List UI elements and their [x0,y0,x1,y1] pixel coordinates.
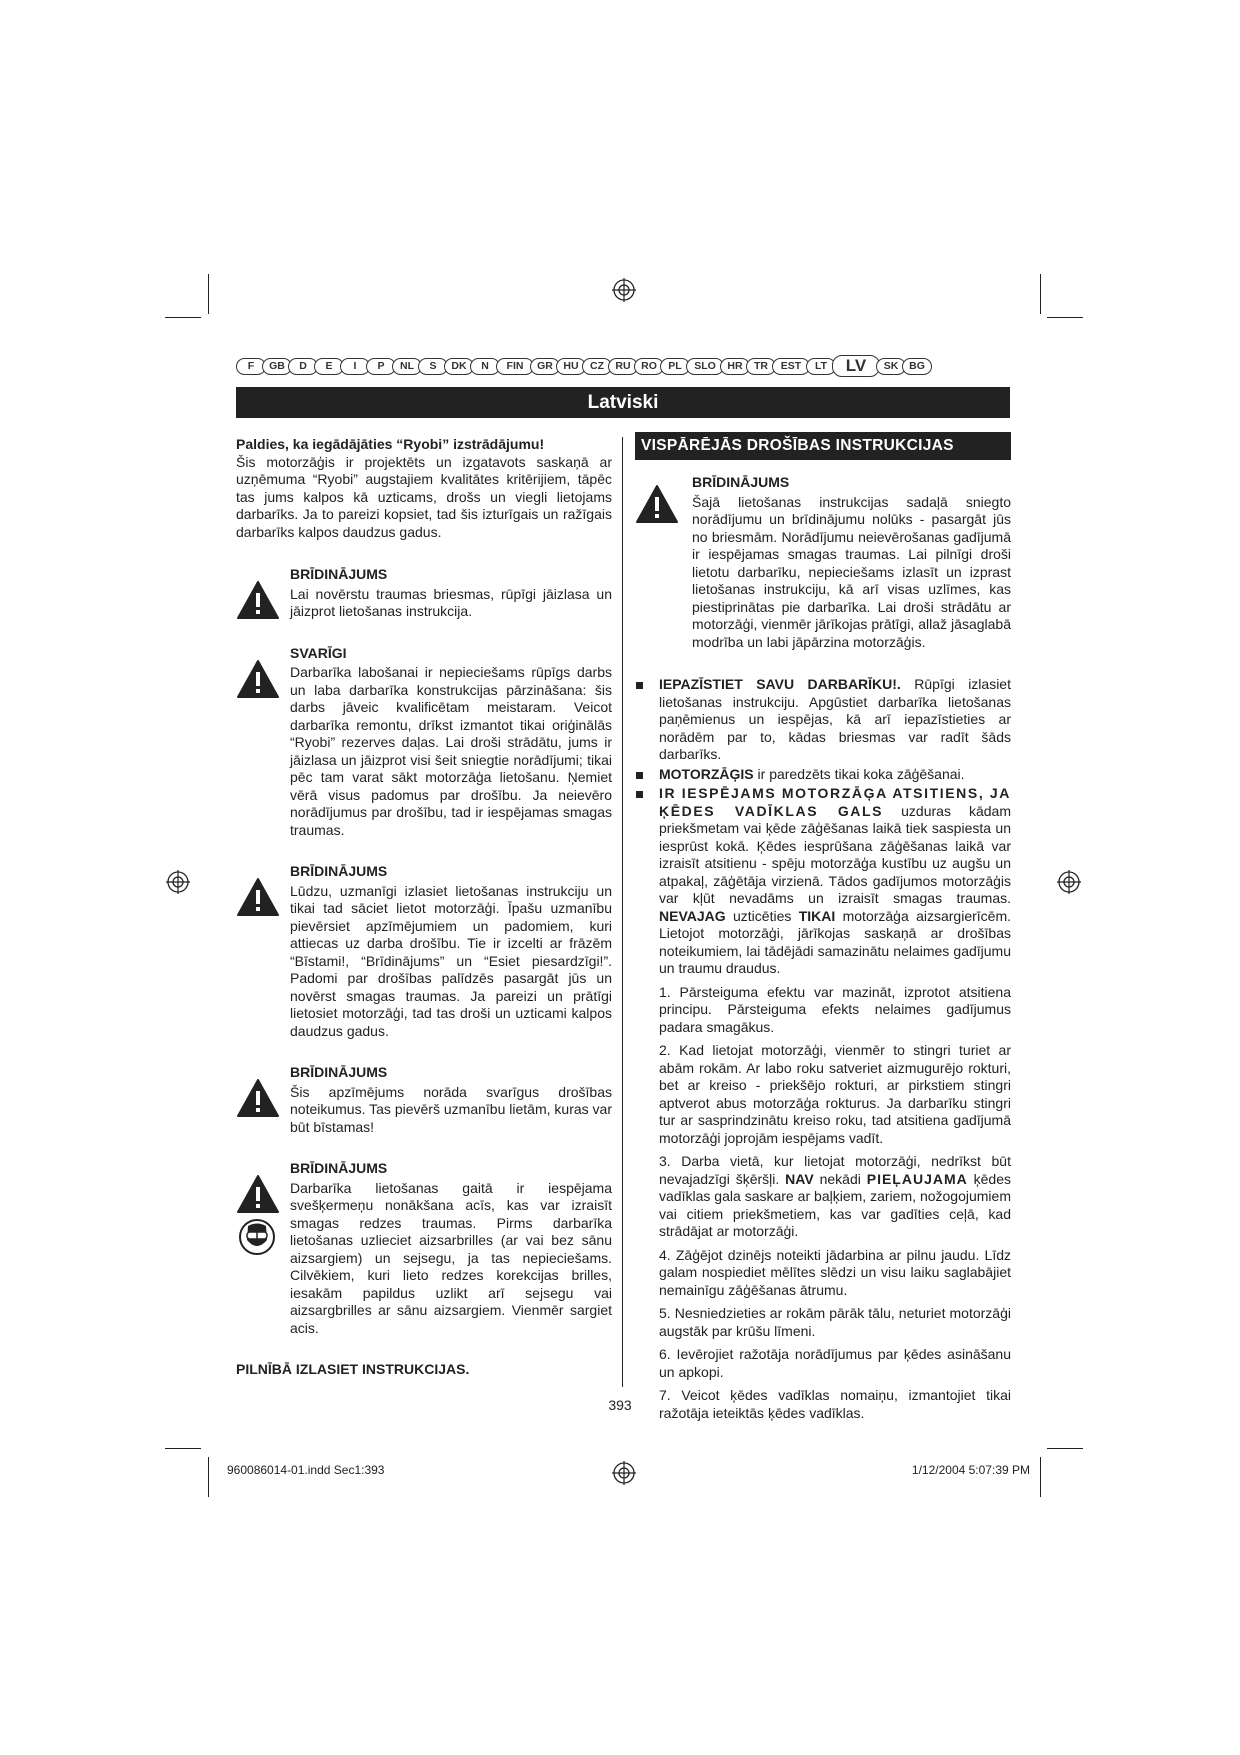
bullet-bold: NEVAJAG [659,907,726,924]
bullet-bold: IR IESPĒJAMS MOTORZĀĢA ATSITIENS, JA ĶĒDES VADĪKLAS GALS [659,785,1011,819]
footer-date: 1/12/2004 5:07:39 PM [911,1463,1030,1477]
language-tab-pl: PL [660,358,690,375]
language-tab-p: P [366,358,396,375]
safety-goggles-icon [238,1218,276,1256]
warning-block [236,645,612,840]
crop-mark [165,1448,201,1449]
item-bold: PIEĻAUJAMA [866,1170,968,1187]
left-column [236,436,612,1379]
language-tab-lt: LT [806,358,836,375]
language-tab-hr: HR [720,358,750,375]
warning-title: BRĪDINĀJUMS [290,1064,388,1080]
crop-mark [1040,1457,1041,1497]
bullet-item [635,766,1011,784]
warning-title: BRĪDINĀJUMS [290,863,388,879]
item-text: nekādi [813,1170,867,1187]
language-tab-gb: GB [262,358,292,375]
language-tab-lv: LV [832,355,880,377]
section-heading-text: VISPĀRĒJĀS DROŠĪBAS INSTRUKCIJAS [641,437,954,455]
language-tab-est: EST [772,358,810,375]
closing-text: PILNĪBĀ IZLASIET INSTRUKCIJAS. [236,1361,470,1377]
language-tabs [236,356,1010,376]
column-divider [622,437,623,1387]
language-tab-n: N [470,358,500,375]
language-tab-s: S [418,358,448,375]
numbered-item: 1. Pārsteiguma efektu var mazināt, izprotot atsitiena principu. Pārsteiguma efekts nelaimes gadījumus padara smagākus. [659,983,1011,1035]
warning-title: BRĪDINĀJUMS [290,566,388,582]
registration-mark-icon [1057,870,1081,894]
numbered-item [635,1153,1011,1241]
bullet-text: uzticēties [725,907,799,924]
registration-mark-icon [166,870,190,894]
crop-mark [208,1457,209,1497]
language-tab-tr: TR [746,358,776,375]
page-title [236,387,1010,418]
warning-block [236,566,612,621]
warning-triangle-icon [236,659,280,699]
numbered-item: 4. Zāģējot dzinējs noteikti jādarbina ar pilnu jaudu. Līdz galam nospiediet mēlītes slēdzi un visu laiku saglabājiet nemainīgu zāģēšanas ātrumu. [659,1246,1011,1298]
crop-mark [165,317,201,318]
page-title-text: Latviski [587,391,659,413]
numbered-item: 2. Kad lietojat motorzāģi, vienmēr to stingri turiet ar abām rokām. Ar labo roku satveriet aizmugurējo rokturi, bet ar kreiso - priekšējo rokturi, ar pirkstiem stingri aptverot abus motorzāģa rokturus. Ja darbarīku stingri tur ar sasprindzinātu kreiso roku, tad atsitiena gadījumā motorzāģi joprojām iespējams vadīt. [659,1042,1011,1146]
language-tab-gr: GR [530,358,560,375]
warning-triangle-icon [635,484,679,524]
language-tab-d: D [288,358,318,375]
language-tab-fin: FIN [496,358,534,375]
language-tab-bg: BG [902,358,932,375]
language-tab-e: E [314,358,344,375]
crop-mark [1047,317,1083,318]
language-tab-dk: DK [444,358,474,375]
warning-text: Šis apzīmējums norāda svarīgus drošības noteikumus. Tas pievērš uzmanību lietām, kuras var būt bīstamas! [290,1083,612,1135]
language-tab-i: I [340,358,370,375]
warning-text: Lūdzu, uzmanīgi izlasiet lietošanas instrukciju un tikai tad sāciet lietot motorzāģi. Īpašu uzmanību pievērsiet apzīmējumiem un padomiem, kuri attiecas uz darba drošību. Tie ir izcelti ar frāzēm “Bīstami!, “Brīdinājums” un “Esiet piesardzīgi!”. Padomi par drošības palīdzēs pasargāt jūs un novērst smagas traumas. Ja pareizi un prātīgi lietosiet motorzāģi, tad tas droši un uzticami kalpos daudzus gadus. [290,882,612,1039]
language-tab-nl: NL [392,358,422,375]
crop-mark [208,274,209,314]
warning-block [236,863,612,1040]
warning-title: BRĪDINĀJUMS [290,1160,388,1176]
language-tab-f: F [236,358,266,375]
warning-text: Lai novērstu traumas briesmas, rūpīgi jāizlasa un jāizprot lietošanas instrukcija. [290,585,612,619]
crop-mark [1047,1448,1083,1449]
language-tab-ro: RO [634,358,664,375]
crop-mark [1040,274,1041,314]
warning-text: Darbarīka labošanai ir nepieciešams rūpīgs darbs un laba darbarīka konstrukcijas pārzināšana: šis darbs jāveic kvalificētam meistaram. Veicot darbarīka remontu, drīkst izmantot tikai oriģinālās “Ryobi” rezerves daļas. Lai droši strādātu, jums ir jāizlasa un jāizprot visi šeit sniegtie norādījumi; tikai pēc tam varat sākt motorzāģa lietošanu. Ņemiet vērā visus padomus par drošību. Ja neievēro norādījumus par drošību, tad ir iespējamas smagas traumas. [290,664,612,838]
footer-file-info: 960086014-01.indd Sec1:393 [227,1463,385,1477]
warning-triangle-icon [236,1078,280,1118]
registration-mark-icon [612,1461,636,1485]
page-number: 393 [608,1397,632,1413]
bullet-bold: TIKAI [798,907,836,924]
warning-triangle-icon [236,580,280,620]
warning-title: BRĪDINĀJUMS [692,474,790,490]
bullet-bold: IEPAZĪSTIET SAVU DARBARĪKU!. [659,676,901,692]
language-tab-sk: SK [876,358,906,375]
warning-block [236,1064,612,1136]
bullet-text: motorzāģa aizsargierīcēm. Lietojot motorzāģi, jārīkojas saskaņā ar drošības noteikumiem, lai tādējādi samazinātu nelaimes gadījumu un traumu draudus. [659,907,1012,976]
warning-text: Šajā lietošanas instrukcijas sadaļā sniegto norādījumu un brīdinājumu nolūks - pasargāt jūs no briesmām. Norādījumu neievērošanas gadījumā ir iespējamas smagas traumas. Lai pilnīgi droši lietotu darbarīku, nepieciešams izlasīt un izprast lietošanas instrukciju, kā arī visas uzlīmes, kas piestiprinātas pie darbarīka. Lai droši strādātu ar motorzāģi, vienmēr jārīkojas prātīgi, allaž jāsaglabā modrība un labi jāpārzina motorzāģis. [692,493,1011,650]
item-bold: NAV [785,1170,814,1187]
numbered-item: 5. Nesniedzieties ar rokām pārāk tālu, neturiet motorzāģi augstāk par krūšu līmeni. [659,1305,1011,1339]
language-tab-ru: RU [608,358,638,375]
item-text: ķēdes vadīklas gala saskare ar baļķiem, zariem, nožogojumiem vai citiem priekšmetiem, kas var gadīties ceļā, kad strādājat ar motorzāģi. [659,1170,1011,1239]
warning-triangle-icon [236,1174,280,1214]
section-heading [635,432,1011,460]
right-column [635,432,1011,1422]
item-text: 3. Darba vietā, kur lietojat motorzāģi, nedrīkst būt nevajadzīgi šķēršļi. [659,1153,1011,1187]
intro-title: Paldies, ka iegādājāties “Ryobi” izstrādājumu! [236,436,545,452]
registration-mark-icon [612,278,636,302]
warning-block [236,1160,612,1337]
bullet-text: Rūpīgi izlasiet lietošanas instrukciju. Apgūstiet darbarīka lietošanas paņēmienus un iespējas, kā arī iepazīstieties ar norādēm par to, kādas briesmas var radīt šāds darbarīks. [659,676,1011,762]
bullet-item [635,676,1011,764]
intro-text: Šis motorzāģis ir projektēts un izgatavots saskaņā ar uzņēmuma “Ryobi” augstajiem kvalitātes kritērijiem, tāpēc tas jums kalpos kā uzticams, drošs un viegli lietojams darbarīks. Ja to pareizi kopsiet, tad šis izturīgais un ražīgais darbarīks kalpos daudzus gadus. [236,453,612,540]
warning-text: Darbarīka lietošanas gaitā ir iespējama svešķermeņu nonākšana acīs, kas var izraisīt smagas redzes traumas. Pirms darbarīka lietošanas uzlieciet aizsarbrilles (ar vai bez sānu aizsargiem) un sejsegu, ja tas nepieciešams. Cilvēkiem, kuri lieto redzes korekcijas brilles, iesakām papildus uzlikt arī sejsegu vai aizsargbrilles ar sānu aizsargiem. Vienmēr sargiet acis. [290,1179,612,1336]
warning-title: SVARĪGI [290,644,347,661]
numbered-item: 7. Veicot ķēdes vadīklas nomaiņu, izmantojiet tikai ražotāja ieteiktās ķēdes vadīklas. [659,1387,1011,1421]
bullet-bold: MOTORZĀĢIS [659,765,754,782]
language-tab-cz: CZ [582,358,612,375]
bullet-item [635,785,1011,978]
warning-block [635,474,1011,651]
bullet-text: ir paredzēts tikai koka zāģēšanai. [753,765,965,782]
language-tab-hu: HU [556,358,586,375]
numbered-item: 6. Ievērojiet ražotāja norādījumus par ķēdes asināšanu un apkopi. [659,1346,1011,1380]
bullet-text: uzduras kādam priekšmetam vai ķēde zāģēšanas laikā tiek saspiesta un iesprūst kokā. Ķēdes iesprūšana zāģēšanas laikā var izraisīt atsitienu - spēju motorzāģa kustību uz augšu un atpakaļ, zāģētāja virzienā. Tādos gadījumos motorzāģis var kļūt nevadāms un izraisīt smagas traumas. [659,802,1011,906]
language-tab-slo: SLO [686,358,724,375]
warning-triangle-icon [236,877,280,917]
